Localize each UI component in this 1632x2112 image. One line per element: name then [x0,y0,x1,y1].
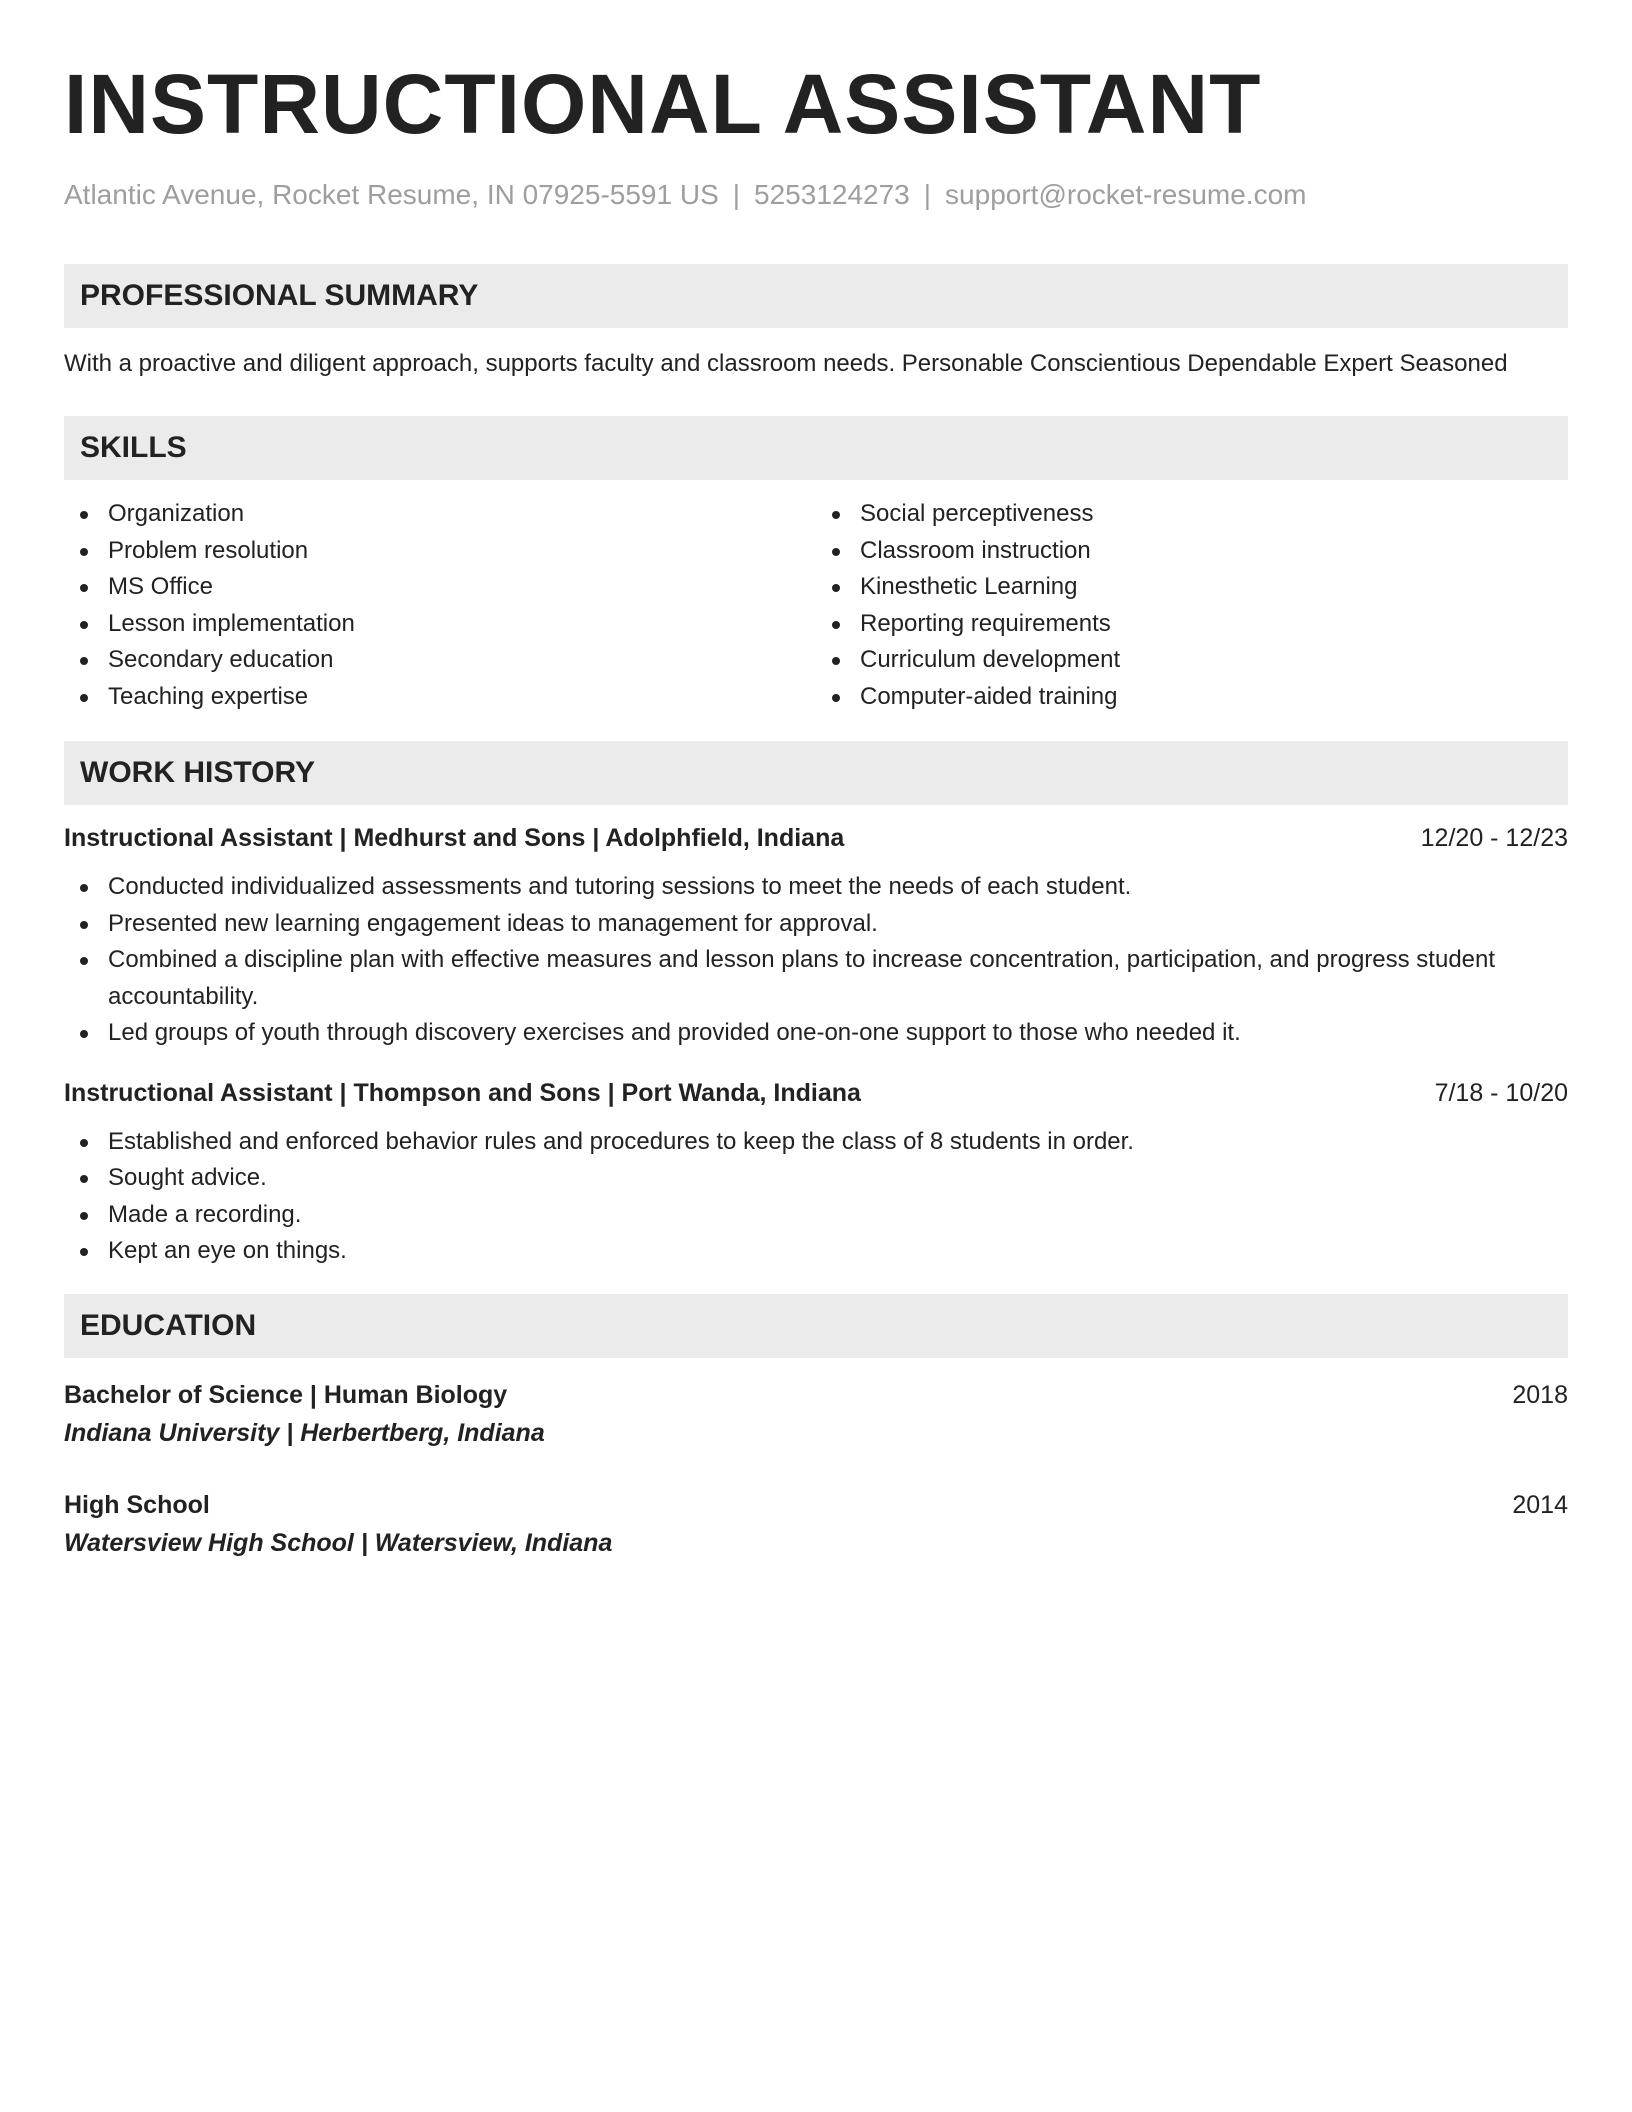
job-entry [64,819,1568,1052]
skills-grid [64,496,1568,715]
contact-address: Atlantic Avenue, Rocket Resume, IN 07925-5591 US [64,179,719,210]
job-bullet: Sought advice. [64,1160,1568,1197]
education-year: 2014 [1512,1490,1568,1519]
job-dates: 7/18 - 10/20 [1434,1078,1568,1107]
skill-item: MS Office [64,569,816,606]
job-bullet: Kept an eye on things. [64,1233,1568,1270]
job-header [64,1074,1568,1112]
job-bullets [64,869,1568,1052]
education-degree: High School [64,1490,210,1519]
skills-list-right [816,496,1568,715]
education-header [64,1376,1568,1414]
job-bullets [64,1124,1568,1270]
summary-text: With a proactive and diligent approach, supports faculty and classroom needs. Personable Conscientious Dependable Expert Seasoned [64,350,1508,377]
skill-item: Classroom instruction [816,533,1568,570]
skill-item: Curriculum development [816,642,1568,679]
job-dates: 12/20 - 12/23 [1420,824,1568,852]
skill-item: Computer-aided training [816,679,1568,716]
contact-separator: | [732,179,741,210]
education-header [64,1486,1568,1524]
skills-list-left [64,496,816,715]
skill-item: Lesson implementation [64,606,816,643]
section-header-skills: SKILLS [64,416,1568,480]
contact-line [64,178,1568,212]
job-bullet: Established and enforced behavior rules and procedures to keep the class of 8 students in order. [64,1124,1568,1161]
job-entry [64,1074,1568,1270]
job-bullet: Presented new learning engagement ideas to management for approval. [64,906,1568,943]
education-year: 2018 [1512,1380,1568,1409]
skills-column-right [816,496,1568,715]
job-bullet: Led groups of youth through discovery exercises and provided one-on-one support to those who needed it. [64,1015,1568,1052]
job-title: Instructional Assistant | Thompson and Sons | Port Wanda, Indiana [64,1078,861,1107]
job-header [64,819,1568,857]
job-bullet: Made a recording. [64,1197,1568,1234]
education-degree: Bachelor of Science | Human Biology [64,1380,508,1409]
resume-name: INSTRUCTIONAL ASSISTANT [64,57,1262,151]
education-school: Indiana University | Herbertberg, Indiana [64,1418,545,1447]
education-entry [64,1486,1568,1562]
contact-phone: 5253124273 [754,179,910,210]
skill-item: Teaching expertise [64,679,816,716]
job-bullet: Conducted individualized assessments and tutoring sessions to meet the needs of each student. [64,869,1568,906]
contact-separator: | [923,179,932,210]
skill-item: Reporting requirements [816,606,1568,643]
job-title: Instructional Assistant | Medhurst and Sons | Adolphfield, Indiana [64,824,845,852]
section-header-work-history: WORK HISTORY [64,741,1568,805]
education-entry [64,1376,1568,1452]
skill-item: Secondary education [64,642,816,679]
skill-item: Organization [64,496,816,533]
education-school: Watersview High School | Watersview, Indiana [64,1528,613,1557]
skill-item: Social perceptiveness [816,496,1568,533]
skill-item: Problem resolution [64,533,816,570]
section-header-education: EDUCATION [64,1294,1568,1358]
job-bullet: Combined a discipline plan with effective measures and lesson plans to increase concentration, participation, and progress student accountability. [64,942,1568,1015]
section-header-summary: PROFESSIONAL SUMMARY [64,264,1568,328]
skill-item: Kinesthetic Learning [816,569,1568,606]
skills-column-left [64,496,816,715]
contact-email: support@rocket-resume.com [945,179,1307,210]
